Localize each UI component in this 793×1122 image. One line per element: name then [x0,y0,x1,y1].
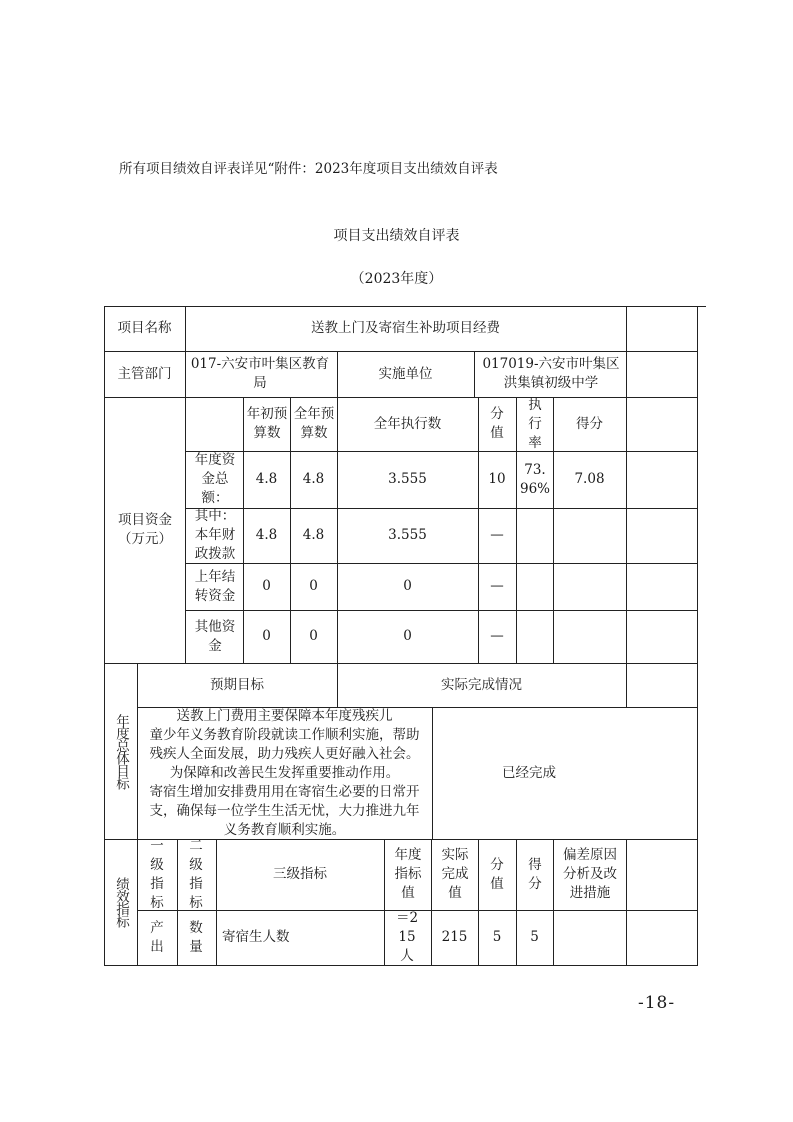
project-name-label: 项目名称 [117,320,172,336]
fund-row-annual: 4.8 [302,527,325,543]
table-year: （2023年度） [350,271,443,287]
impl-value: 017019-六安市叶集区洪集镇初级中学 [482,356,620,391]
ind-row-actual: 215 [441,929,468,945]
goals-expected-line: 送教上门费用主要保障本年度残疾儿 [176,707,393,724]
dept-label: 主管部门 [117,365,172,382]
intro-text: 所有项目绩效自评表详见“附件：2023年度项目支出绩效自评表 [119,161,498,177]
ind-header-note: 偏差原因分析及改进措施 [563,847,617,901]
ind-row-score-value: 5 [492,929,502,945]
ind-header-actual: 实际完成值 [441,847,469,901]
funds-header-initial: 年初预算数 [246,406,288,441]
fund-row-initial: 4.8 [255,527,278,543]
ind-header-score-value: 分值 [490,856,504,892]
ind-row-target: ＝215人 [395,910,419,964]
fund-row-score-value: — [490,527,504,543]
funds-header-score: 得分 [576,415,603,432]
fund-row-annual: 0 [309,628,318,644]
indicators-label-cell [104,839,137,965]
ind-header-level1: 一级指标 [150,837,164,911]
fund-row-executed: 3.555 [388,527,427,543]
ind-header-score: 得分 [528,856,542,892]
ind-row-note [553,910,626,965]
table-title: 项目支出绩效自评表 [333,228,460,244]
page-number: -18- [638,993,676,1013]
goals-expected-line: 支，确保每一位学生生活无忧，大力推进九年 [149,802,420,819]
fund-row-executed: 0 [403,578,412,594]
fund-row-name: 其中：本年财政拨款 [194,508,236,562]
goals-expected-line: 义务教育顺利实施。 [223,821,346,838]
fund-row-initial: 0 [262,578,271,594]
ind-row-score: 5 [530,929,539,945]
goals-expected-line: 童少年义务教育阶段就读工作顺利实施，帮助 [149,726,420,743]
fund-row-score-value: — [490,628,504,644]
ind-row-level2: 数量 [189,919,203,955]
fund-row-score-value: 10 [488,471,506,487]
impl-label: 实施单位 [378,365,433,382]
goals-expected-text [137,707,432,839]
ind-header-target: 年度指标值 [394,847,422,901]
goals-expected-line: 寄宿生增加安排费用用在寄宿生必要的日常开 [149,783,420,800]
goals-label-cell [104,663,137,839]
goals-expected-line: 残疾人全面发展，助力残疾人更好融入社会。 [149,745,420,762]
funds-header-rate: 执行率 [528,396,542,451]
fund-row-annual: 0 [309,578,318,594]
ind-row-level1: 产出 [150,919,164,955]
fund-row-executed: 0 [403,628,412,644]
fund-row-name: 上年结转资金 [194,568,236,604]
fund-row-annual: 4.8 [302,471,325,487]
fund-row-score-value: — [490,578,504,594]
fund-row-initial: 4.8 [255,471,278,487]
fund-row-rate: 73.96% [520,461,551,497]
goals-expected-header: 预期目标 [210,676,264,693]
dept-value: 017-六安市叶集区教育局 [190,356,330,391]
ind-header-level2: 二级指标 [189,837,203,911]
fund-row-executed: 3.555 [388,471,427,487]
funds-label: 项目资金（万元） [118,512,172,547]
funds-header-annual: 全年预算数 [293,406,335,441]
indicators-label: 绩效指标 [113,877,129,927]
fund-row-score: 7.08 [574,471,605,487]
funds-header-score-value: 分值 [490,406,504,441]
goals-expected-line: 为保障和改善民生发挥重要推动作用。 [169,764,400,781]
goals-label: 年度总体目标 [113,713,129,789]
funds-header-executed: 全年执行数 [373,415,442,432]
goals-actual-header: 实际完成情况 [441,676,522,693]
ind-header-level3: 三级指标 [273,866,327,882]
project-name-value: 送教上门及寄宿生补助项目经费 [311,320,500,336]
fund-row-name: 其他资金 [194,618,236,654]
ind-row-level3: 寄宿生人数 [222,929,290,945]
fund-row-name: 年度资金总额： [194,452,236,506]
fund-row-initial: 0 [262,628,271,644]
goals-actual-value: 已经完成 [502,764,556,781]
